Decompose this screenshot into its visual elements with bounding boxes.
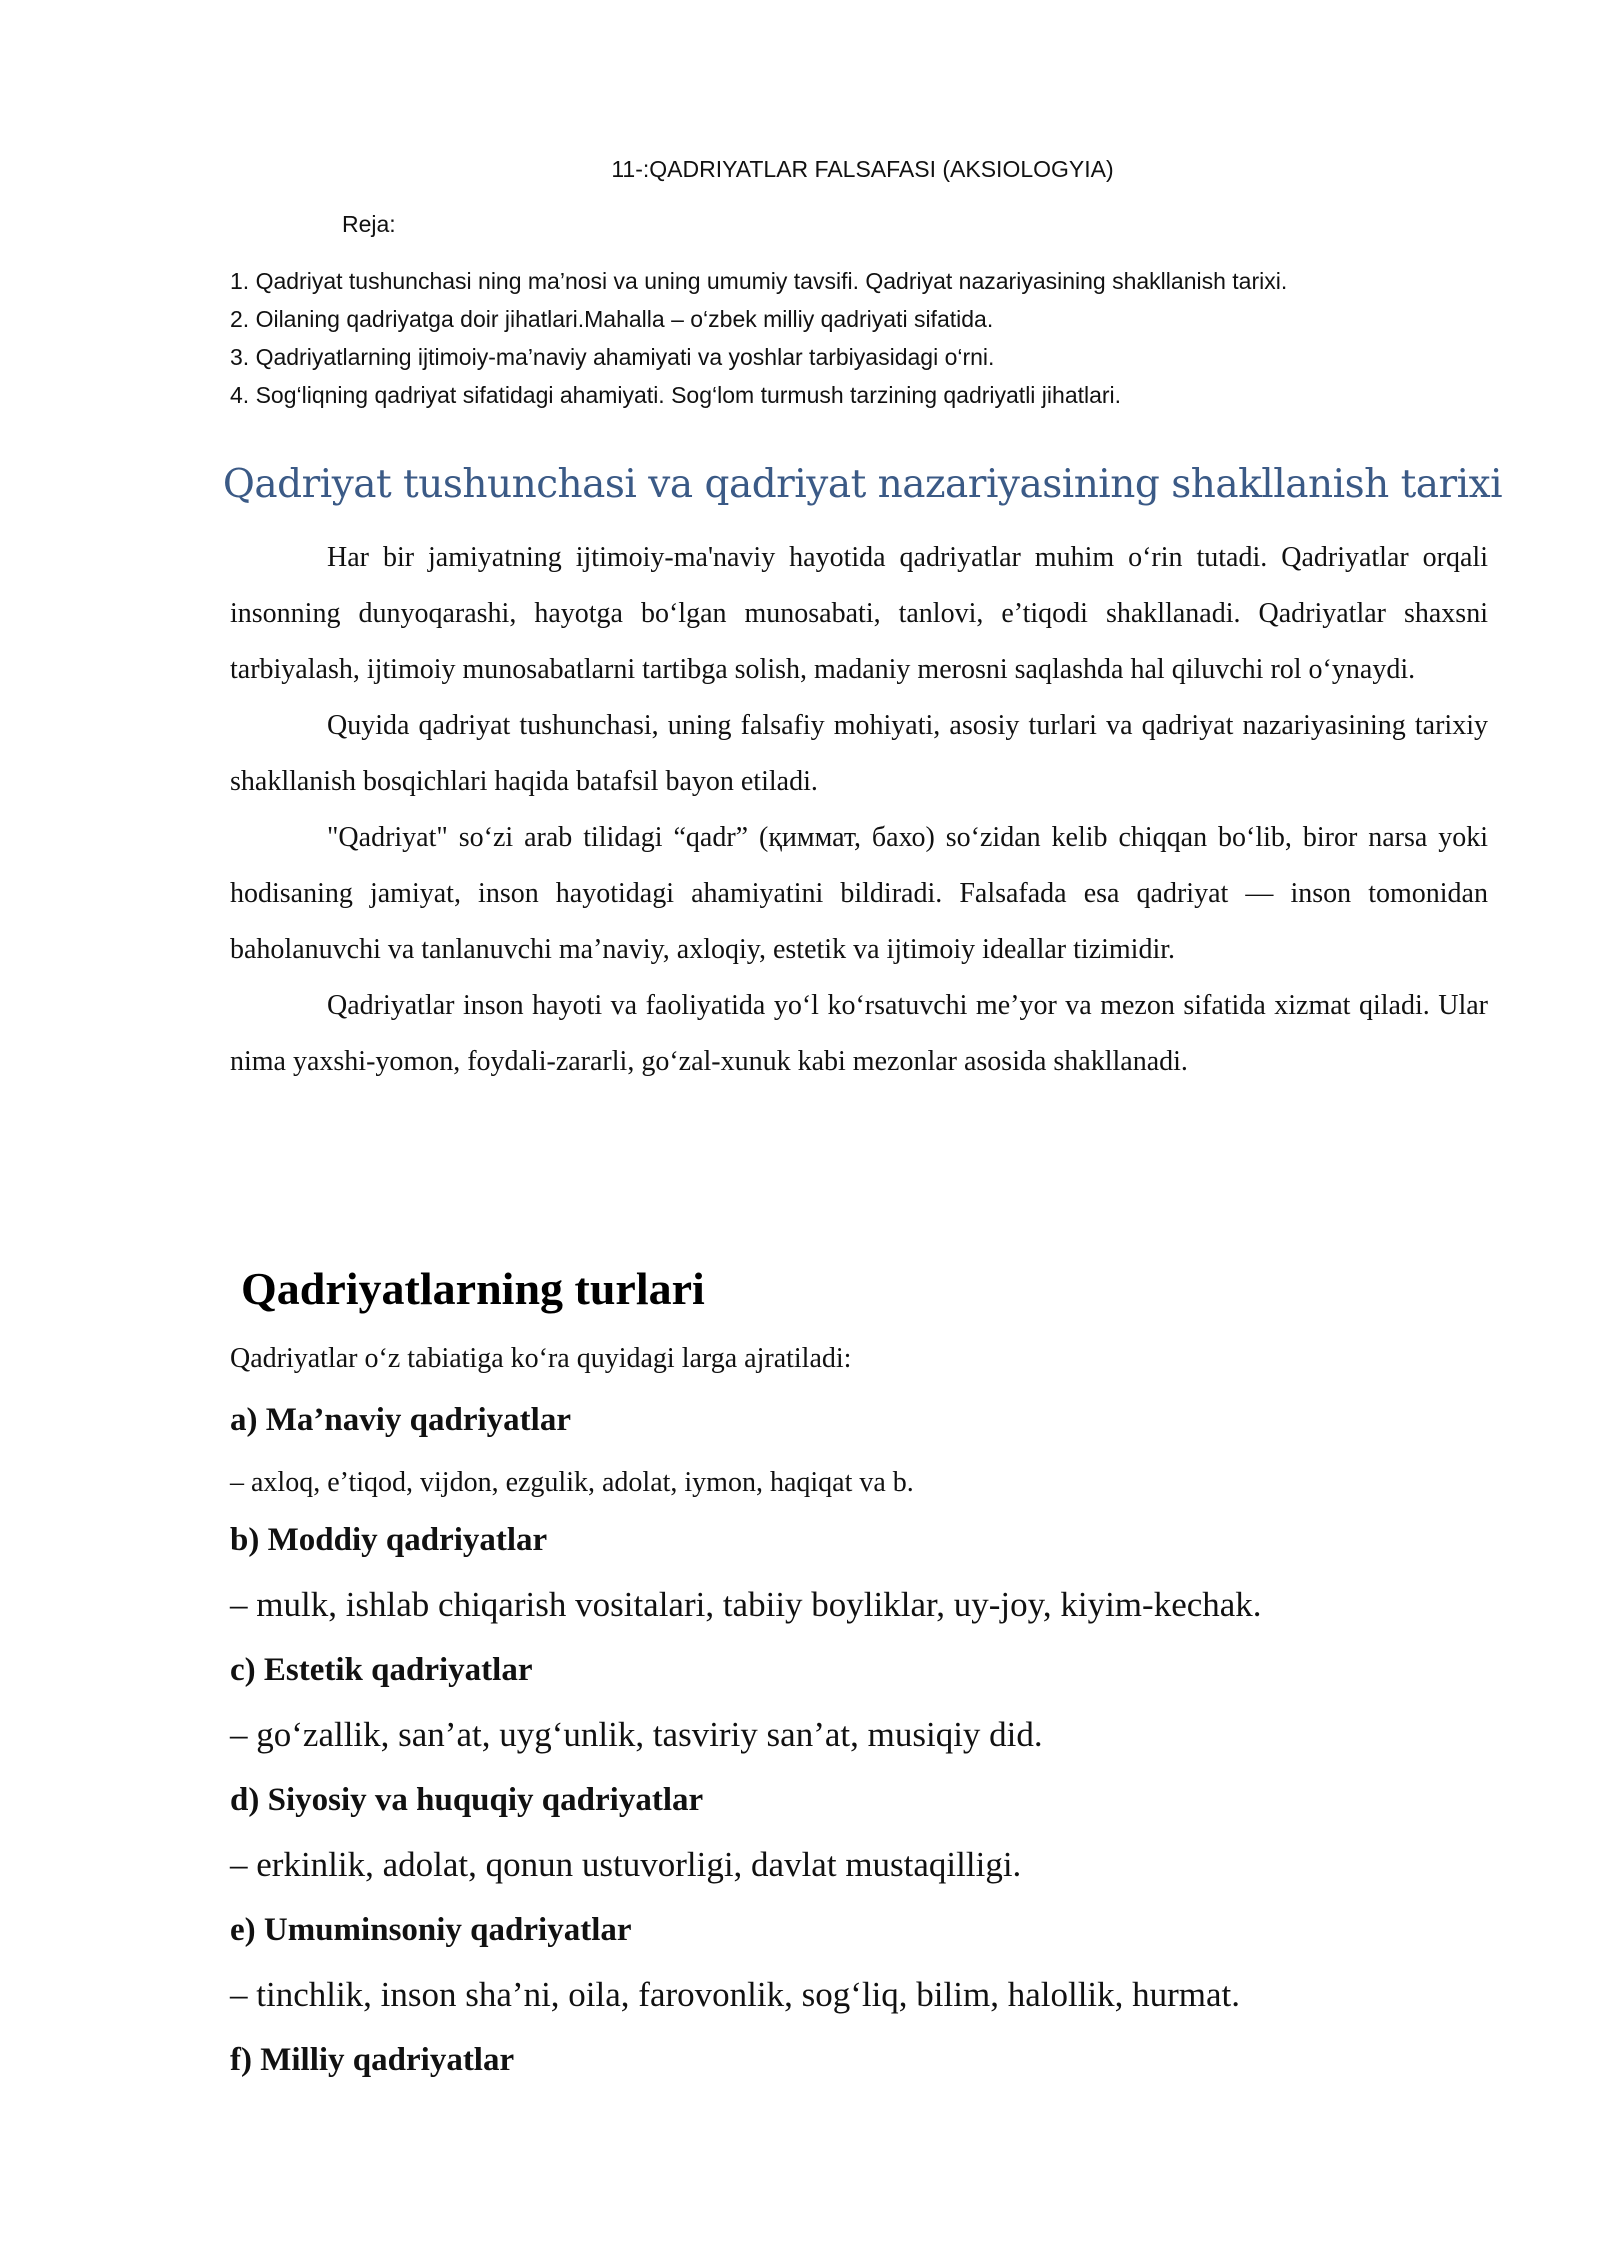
plan-list xyxy=(230,262,1560,414)
paragraph: Har bir jamiyatning ijtimoiy-ma'naviy hayotida qadriyatlar muhim o‘rin tutadi. Qadriyatlar orqali insonning dunyoqarashi, hayotga bo‘lgan munosabati, tanlovi, e’tiqodi shakllanadi. Qadriyatlar shaxsni tarbiyalash, ijtimoiy munosabatlarni tartibga solish, madaniy merosni saqlashda hal qiluvchi rol o‘ynaydi. xyxy=(230,542,1488,685)
plan-label: Reja: xyxy=(342,211,396,237)
type-heading-material: b) Moddiy qadriyatlar xyxy=(230,1522,548,1558)
type-heading-national: f) Milliy qadriyatlar xyxy=(230,2042,515,2078)
type-desc-material: – mulk, ishlab chiqarish vositalari, tabiiy boyliklar, uy-joy, kiyim-kechak. xyxy=(230,1585,1262,1624)
plan-item: 4. Sog‘liqning qadriyat sifatidagi ahamiyati. Sog‘lom turmush tarzining qadriyatli jihatlari. xyxy=(230,382,1122,408)
plan-item: 2. Oilaning qadriyatga doir jihatlari.Mahalla – o‘zbek milliy qadriyati sifatida. xyxy=(230,306,994,332)
type-desc-universal: – tinchlik, inson sha’ni, oila, farovonlik, sog‘liq, bilim, halollik, hurmat. xyxy=(230,1975,1241,2014)
paragraph: Qadriyatlar inson hayoti va faoliyatida yo‘l ko‘rsatuvchi me’yor va mezon sifatida xizmat qiladi. Ular nima yaxshi-yomon, foydali-zararli, go‘zal-xunuk kabi mezonlar asosida shakllanadi. xyxy=(230,990,1488,1077)
type-heading-aesthetic: c) Estetik qadriyatlar xyxy=(230,1652,533,1688)
document-title: 11-:QADRIYATLAR FALSAFASI (AKSIOLOGYIA) xyxy=(611,156,1114,182)
plan-item: 3. Qadriyatlarning ijtimoiy-ma’naviy ahamiyati va yoshlar tarbiyasidagi o‘rni. xyxy=(230,344,995,370)
section-heading: Qadriyat tushunchasi va qadriyat nazariyasining shakllanish tarixi xyxy=(222,462,1503,507)
paragraph: "Qadriyat" so‘zi arab tilidagi “qadr” (қиммат, бахо) so‘zidan kelib chiqqan bo‘lib, biror narsa yoki hodisaning jamiyat, inson hayotidagi ahamiyatini bildiradi. Falsafada esa qadriyat — inson tomonidan baholanuvchi va tanlanuvchi ma’naviy, axloqiy, estetik va ijtimoiy ideallar tizimidir. xyxy=(230,822,1488,965)
types-heading: Qadriyatlarning turlari xyxy=(241,1263,705,1314)
types-intro: Qadriyatlar o‘z tabiatiga ko‘ra quyidagi larga ajratiladi: xyxy=(230,1343,852,1374)
body-text xyxy=(230,530,1488,1090)
type-desc-spiritual: – axloq, e’tiqod, vijdon, ezgulik, adolat, iymon, haqiqat va b. xyxy=(230,1467,914,1498)
type-heading-spiritual: a) Ma’naviy qadriyatlar xyxy=(230,1402,571,1438)
paragraph: Quyida qadriyat tushunchasi, uning falsafiy mohiyati, asosiy turlari va qadriyat nazariyasining tarixiy shakllanish bosqichlari haqida batafsil bayon etiladi. xyxy=(230,710,1488,797)
type-desc-political-legal: – erkinlik, adolat, qonun ustuvorligi, davlat mustaqilligi. xyxy=(230,1845,1022,1884)
type-heading-political-legal: d) Siyosiy va huquqiy qadriyatlar xyxy=(230,1782,704,1818)
type-heading-universal: e) Umuminsoniy qadriyatlar xyxy=(230,1912,632,1948)
type-desc-aesthetic: – go‘zallik, san’at, uyg‘unlik, tasviriy san’at, musiqiy did. xyxy=(230,1715,1043,1754)
plan-item: 1. Qadriyat tushunchasi ning ma’nosi va uning umumiy tavsifi. Qadriyat nazariyasining shakllanish tarixi. xyxy=(230,268,1288,294)
